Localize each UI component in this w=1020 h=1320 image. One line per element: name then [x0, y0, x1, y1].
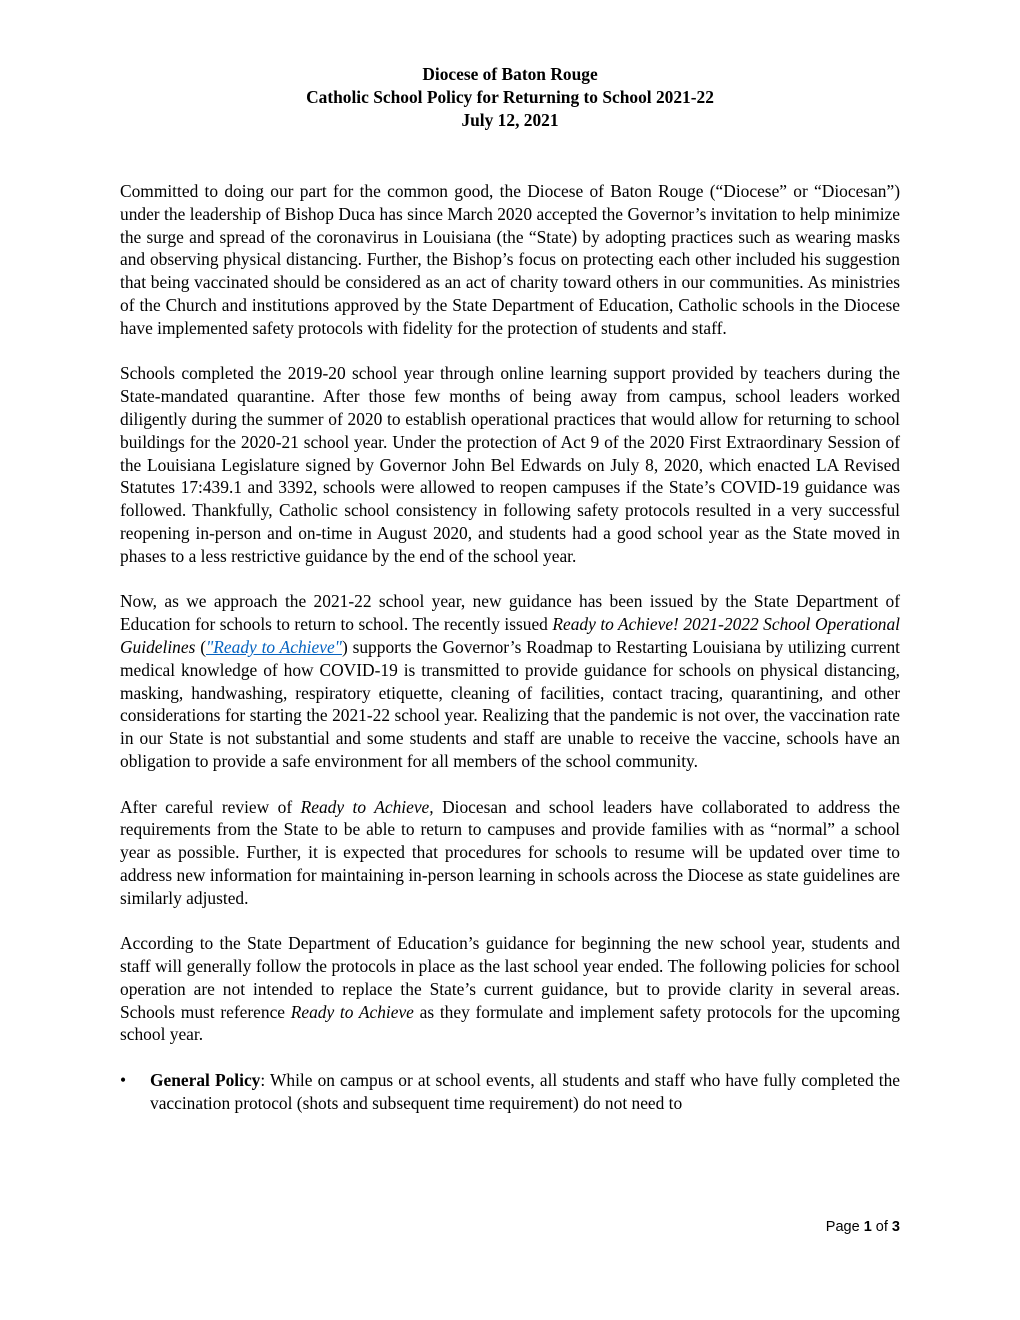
header-title: Diocese of Baton Rouge	[422, 64, 598, 84]
paragraph-history: Schools completed the 2019-20 school year through online learning support provided by teachers during the State-mandated quarantine. After those few months of being away from campus, school leaders worked diligently during the summer of 2020 to establish operational practices that would allow for returning to school buildings for the 2020-21 school year. Under the protection of Act 9 of the 2020 First Extraordinary Session of the Louisiana Legislature signed by Governor John Bel Edwards on July 8, 2020, which enacted LA Revised Statutes 17:439.1 and 3392, schools were allowed to reopen campuses if the State’s COVID-19 guidance was followed. Thankfully, Catholic school consistency in following safety protocols resulted in a very successful reopening in-person and on-time in August 2020, and students had a good school year as the State moved in phases to a less restrictive guidance by the end of the school year.	[120, 363, 900, 566]
policy-list	[120, 1069, 900, 1115]
paragraph-state-guidance: According to the State Department of Education’s guidance for beginning the new school year, students and staff will generally follow the protocols in place as the last school year ended. The following policies for school operation are not intended to replace the State’s current guidance, but to provide clarity in several areas. Schools must reference Ready to Achieve as they formulate and implement safety protocols for the upcoming school year.	[120, 933, 900, 1045]
page-number: Page 1 of 3	[825, 1219, 900, 1235]
paragraph-intro: Committed to doing our part for the common good, the Diocese of Baton Rouge (“Diocese” or “Diocesan”) under the leadership of Bishop Duca has since March 2020 accepted the Governor’s invitation to help minimize the surge and spread of the coronavirus in Louisiana (the “State) by adopting practices such as wearing masks and observing physical distancing. Further, the Bishop’s focus on protecting each other included his suggestion that being vaccinated should be considered as an act of charity toward others in our communities. As ministries of the Church and institutions approved by the State Department of Education, Catholic schools in the Diocese have implemented safety protocols with fidelity for the protection of students and staff.	[120, 181, 900, 338]
guidelines-title: Ready to Achieve! 2021-2022 School Operational Guidelines	[120, 614, 900, 657]
policy-text: : While on campus or at school events, all students and staff who have fully completed the vaccination protocol (shots and subsequent time requirement) do not need to	[150, 1070, 900, 1113]
paragraph-review: After careful review of Ready to Achieve, Diocesan and school leaders have collaborated to address the requirements from the State to be able to return to campuses and provide families with as “normal” a school year as possible. Further, it is expected that procedures for schools to resume will be updated over time to address new information for maintaining in-person learning in schools across the Diocese as state guidelines are similarly adjusted.	[120, 796, 901, 908]
policy-title: General Policy	[150, 1070, 261, 1091]
header-date: July 12, 2021	[461, 110, 559, 130]
document-body	[120, 180, 900, 1115]
document-header	[120, 63, 900, 132]
paragraph-new-guidance: Now, as we approach the 2021-22 school year, new guidance has been issued by the State Department of Education for schools to return to school. The recently issued Ready to Achieve! 2021-2022 School Operational Guidelines ("Ready to Achieve") supports the Governor’s Roadmap to Restarting Louisiana by utilizing current medical knowledge of how COVID-19 is transmitted to provide guidance for schools on physical distancing, masking, handwashing, respiratory etiquette, cleaning of facilities, contact tracing, quarantining, and other considerations for starting the 2021-22 school year. Realizing that the pandemic is not over, the vaccination rate in our State is not substantial and some students and staff are unable to receive the vaccine, schools have an obligation to provide a safe environment for all members of the school community.	[120, 591, 901, 771]
header-subtitle: Catholic School Policy for Returning to School 2021-22	[306, 87, 714, 107]
ready-to-achieve-link[interactable]: "Ready to Achieve"	[206, 636, 342, 657]
policy-item-general	[120, 1069, 900, 1115]
bullet-icon: •	[120, 1070, 127, 1091]
